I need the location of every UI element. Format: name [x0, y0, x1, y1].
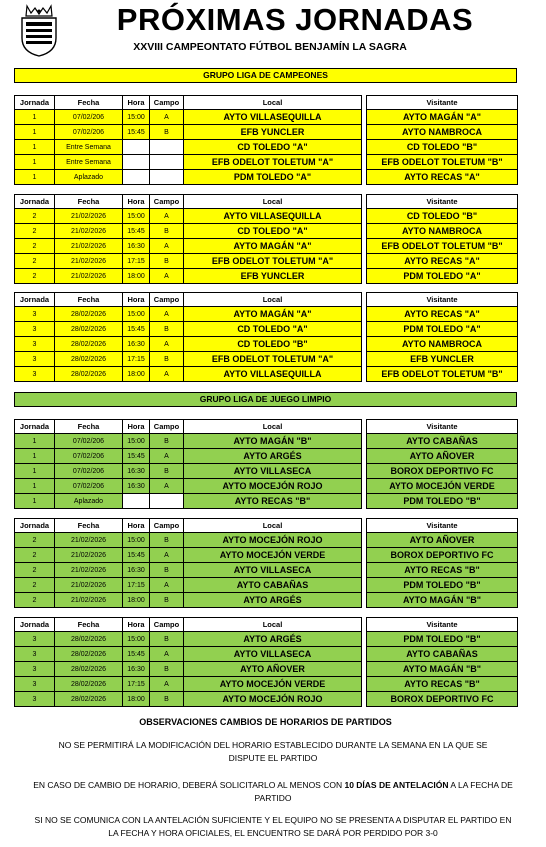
column-header-fecha: Fecha: [55, 96, 123, 110]
cell-campo: A: [150, 239, 184, 254]
match-row: [15, 494, 518, 509]
cell-hora: [123, 140, 150, 155]
cell-fecha: 21/02/2026: [55, 578, 123, 593]
cell-visitante: EFB ODELOT TOLETUM "B": [367, 367, 518, 382]
cell-jornada: 3: [15, 632, 55, 647]
cell-hora: 17:15: [123, 352, 150, 367]
column-header-visitante: Visitante: [367, 420, 518, 434]
cell-fecha: Aplazado: [55, 494, 123, 509]
column-header-local: Local: [184, 293, 362, 307]
cell-campo: B: [150, 434, 184, 449]
cell-local: AYTO AÑOVER: [184, 662, 362, 677]
cell-fecha: 28/02/2026: [55, 352, 123, 367]
cell-jornada: 2: [15, 269, 55, 284]
cell-hora: 16:30: [123, 464, 150, 479]
cell-local: EFB ODELOT TOLETUM "A": [184, 254, 362, 269]
cell-local: EFB YUNCLER: [184, 125, 362, 140]
match-row: [15, 479, 518, 494]
column-header-local: Local: [184, 519, 362, 533]
cell-local: AYTO MOCEJÓN VERDE: [184, 677, 362, 692]
cell-visitante: AYTO RECAS "A": [367, 307, 518, 322]
match-row: [15, 632, 518, 647]
cell-jornada: 2: [15, 254, 55, 269]
matchday-table: [14, 194, 518, 284]
cell-fecha: 28/02/2026: [55, 367, 123, 382]
cell-jornada: 1: [15, 140, 55, 155]
cell-hora: 16:30: [123, 563, 150, 578]
cell-fecha: Aplazado: [55, 170, 123, 185]
cell-local: CD TOLEDO "B": [184, 337, 362, 352]
cell-jornada: 1: [15, 479, 55, 494]
column-header-jornada: Jornada: [15, 96, 55, 110]
cell-visitante: AYTO CABAÑAS: [367, 647, 518, 662]
cell-visitante: AYTO MAGÁN "B": [367, 593, 518, 608]
cell-jornada: 2: [15, 224, 55, 239]
match-row: [15, 110, 518, 125]
matchday-table: [14, 518, 518, 608]
cell-hora: 15:45: [123, 125, 150, 140]
column-header-fecha: Fecha: [55, 618, 123, 632]
cell-local: PDM TOLEDO "A": [184, 170, 362, 185]
cell-campo: B: [150, 322, 184, 337]
match-row: [15, 464, 518, 479]
column-header-campo: Campo: [150, 519, 184, 533]
cell-campo: A: [150, 578, 184, 593]
matchday-table: [14, 617, 518, 707]
match-row: [15, 254, 518, 269]
cell-campo: B: [150, 563, 184, 578]
cell-jornada: 2: [15, 548, 55, 563]
column-header-campo: Campo: [150, 420, 184, 434]
match-row: [15, 578, 518, 593]
cell-visitante: AYTO AÑOVER: [367, 449, 518, 464]
cell-jornada: 3: [15, 352, 55, 367]
cell-visitante: CD TOLEDO "B": [367, 209, 518, 224]
cell-hora: 15:00: [123, 434, 150, 449]
cell-local: EFB ODELOT TOLETUM "A": [184, 352, 362, 367]
cell-local: AYTO VILLASECA: [184, 647, 362, 662]
cell-local: AYTO MAGÁN "A": [184, 307, 362, 322]
column-header-hora: Hora: [123, 420, 150, 434]
match-row: [15, 593, 518, 608]
cell-visitante: AYTO RECAS "A": [367, 254, 518, 269]
column-header-jornada: Jornada: [15, 519, 55, 533]
cell-hora: 16:30: [123, 337, 150, 352]
match-row: [15, 337, 518, 352]
match-row: [15, 647, 518, 662]
cell-visitante: BOROX DEPORTIVO FC: [367, 548, 518, 563]
cell-local: AYTO MAGÁN "A": [184, 239, 362, 254]
cell-jornada: 3: [15, 367, 55, 382]
cell-local: CD TOLEDO "A": [184, 224, 362, 239]
cell-hora: 17:15: [123, 254, 150, 269]
cell-visitante: AYTO CABAÑAS: [367, 434, 518, 449]
cell-local: AYTO MOCEJÓN ROJO: [184, 479, 362, 494]
cell-hora: 15:00: [123, 632, 150, 647]
column-header-local: Local: [184, 420, 362, 434]
cell-campo: A: [150, 209, 184, 224]
cell-visitante: EFB YUNCLER: [367, 352, 518, 367]
cell-visitante: EFB ODELOT TOLETUM "B": [367, 155, 518, 170]
cell-local: CD TOLEDO "A": [184, 322, 362, 337]
cell-visitante: AYTO RECAS "B": [367, 677, 518, 692]
column-header-jornada: Jornada: [15, 293, 55, 307]
cell-local: AYTO VILLASEQUILLA: [184, 110, 362, 125]
column-header-visitante: Visitante: [367, 96, 518, 110]
cell-fecha: 21/02/2026: [55, 563, 123, 578]
cell-jornada: 2: [15, 209, 55, 224]
column-header-fecha: Fecha: [55, 519, 123, 533]
cell-campo: [150, 494, 184, 509]
observation-paragraph: SI NO SE COMUNICA CON LA ANTELACIÓN SUFICIENTE Y EL EQUIPO NO SE PRESENTA A DISPUTAR EL PARTIDO EN LA FECHA Y HORA OFICIALES, EL ENCUENTRO SE DARÁ POR PERDIDO POR 3-0: [34, 815, 512, 838]
match-row: [15, 224, 518, 239]
group-banner: GRUPO LIGA DE JUEGO LIMPIO: [14, 392, 517, 407]
cell-local: AYTO VILLASEQUILLA: [184, 209, 362, 224]
table-header-row: [15, 618, 518, 632]
match-row: [15, 692, 518, 707]
cell-fecha: 28/02/2026: [55, 337, 123, 352]
matchday-table: [14, 292, 518, 382]
column-header-local: Local: [184, 96, 362, 110]
cell-local: AYTO RECAS "B": [184, 494, 362, 509]
cell-fecha: 21/02/2026: [55, 533, 123, 548]
cell-local: AYTO ARGÉS: [184, 449, 362, 464]
cell-local: AYTO CABAÑAS: [184, 578, 362, 593]
match-row: [15, 170, 518, 185]
match-row: [15, 307, 518, 322]
table-header-row: [15, 96, 518, 110]
match-row: [15, 434, 518, 449]
column-header-hora: Hora: [123, 96, 150, 110]
column-header-hora: Hora: [123, 618, 150, 632]
cell-visitante: AYTO NAMBROCA: [367, 224, 518, 239]
cell-local: EFB ODELOT TOLETUM "A": [184, 155, 362, 170]
match-row: [15, 662, 518, 677]
cell-local: AYTO MOCEJÓN VERDE: [184, 548, 362, 563]
cell-visitante: BOROX DEPORTIVO FC: [367, 464, 518, 479]
match-row: [15, 352, 518, 367]
column-header-jornada: Jornada: [15, 618, 55, 632]
cell-hora: [123, 170, 150, 185]
cell-campo: B: [150, 662, 184, 677]
cell-visitante: AYTO MAGÁN "B": [367, 662, 518, 677]
cell-fecha: 21/02/2026: [55, 239, 123, 254]
cell-hora: 15:00: [123, 110, 150, 125]
table-header-row: [15, 195, 518, 209]
match-row: [15, 125, 518, 140]
cell-campo: B: [150, 692, 184, 707]
table-header-row: [15, 420, 518, 434]
cell-fecha: 07/02/206: [55, 479, 123, 494]
cell-hora: 16:30: [123, 239, 150, 254]
cell-campo: [150, 155, 184, 170]
cell-fecha: 21/02/2026: [55, 254, 123, 269]
cell-jornada: 3: [15, 677, 55, 692]
cell-hora: 15:45: [123, 449, 150, 464]
cell-visitante: PDM TOLEDO "B": [367, 632, 518, 647]
cell-fecha: 07/02/206: [55, 449, 123, 464]
cell-fecha: 28/02/2026: [55, 647, 123, 662]
cell-hora: 16:30: [123, 662, 150, 677]
observation-paragraph: EN CASO DE CAMBIO DE HORARIO, DEBERÁ SOLICITARLO AL MENOS CON 10 DÍAS DE ANTELACIÓN A LA FECHA DE PARTIDO: [33, 780, 513, 803]
cell-fecha: 21/02/2026: [55, 593, 123, 608]
cell-fecha: 28/02/2026: [55, 322, 123, 337]
cell-visitante: AYTO NAMBROCA: [367, 337, 518, 352]
cell-visitante: AYTO AÑOVER: [367, 533, 518, 548]
match-row: [15, 563, 518, 578]
cell-campo: A: [150, 269, 184, 284]
cell-jornada: 1: [15, 125, 55, 140]
cell-local: AYTO MAGÁN "B": [184, 434, 362, 449]
cell-visitante: AYTO MOCEJÓN VERDE: [367, 479, 518, 494]
cell-campo: A: [150, 677, 184, 692]
group-banner: GRUPO LIGA DE CAMPEONES: [14, 68, 517, 83]
match-row: [15, 239, 518, 254]
cell-fecha: 21/02/2026: [55, 548, 123, 563]
match-row: [15, 677, 518, 692]
column-header-visitante: Visitante: [367, 195, 518, 209]
cell-fecha: 28/02/2026: [55, 662, 123, 677]
column-header-local: Local: [184, 618, 362, 632]
cell-campo: B: [150, 632, 184, 647]
column-header-visitante: Visitante: [367, 293, 518, 307]
cell-campo: B: [150, 533, 184, 548]
cell-visitante: AYTO NAMBROCA: [367, 125, 518, 140]
cell-fecha: 28/02/2026: [55, 632, 123, 647]
cell-hora: [123, 494, 150, 509]
cell-hora: 18:00: [123, 367, 150, 382]
cell-hora: [123, 155, 150, 170]
cell-hora: 17:15: [123, 677, 150, 692]
column-header-jornada: Jornada: [15, 420, 55, 434]
cell-hora: 18:00: [123, 593, 150, 608]
cell-campo: A: [150, 647, 184, 662]
cell-campo: B: [150, 254, 184, 269]
column-header-campo: Campo: [150, 618, 184, 632]
cell-fecha: 21/02/2026: [55, 209, 123, 224]
cell-hora: 15:45: [123, 647, 150, 662]
cell-campo: B: [150, 224, 184, 239]
cell-jornada: 2: [15, 239, 55, 254]
cell-jornada: 3: [15, 692, 55, 707]
cell-visitante: PDM TOLEDO "B": [367, 494, 518, 509]
cell-jornada: 1: [15, 449, 55, 464]
cell-hora: 18:00: [123, 269, 150, 284]
cell-hora: 15:00: [123, 209, 150, 224]
cell-jornada: 3: [15, 337, 55, 352]
column-header-visitante: Visitante: [367, 618, 518, 632]
cell-jornada: 3: [15, 662, 55, 677]
club-crest-icon: [18, 4, 60, 58]
cell-jornada: 3: [15, 322, 55, 337]
column-header-fecha: Fecha: [55, 420, 123, 434]
observations-title: OBSERVACIONES CAMBIOS DE HORARIOS DE PARTIDOS: [139, 717, 392, 727]
observation-paragraph: NO SE PERMITIRÁ LA MODIFICACIÓN DEL HORARIO ESTABLECIDO DURANTE LA SEMANA EN LA QUE SE DISPUTE EL PARTIDO: [58, 740, 488, 763]
cell-visitante: PDM TOLEDO "B": [367, 578, 518, 593]
cell-jornada: 1: [15, 170, 55, 185]
cell-campo: A: [150, 479, 184, 494]
cell-local: EFB YUNCLER: [184, 269, 362, 284]
page-header: [0, 0, 546, 62]
cell-fecha: 07/02/206: [55, 464, 123, 479]
column-header-fecha: Fecha: [55, 293, 123, 307]
cell-fecha: 28/02/2026: [55, 677, 123, 692]
match-row: [15, 367, 518, 382]
cell-hora: 16:30: [123, 479, 150, 494]
match-row: [15, 140, 518, 155]
cell-fecha: 07/02/206: [55, 110, 123, 125]
cell-jornada: 3: [15, 307, 55, 322]
cell-fecha: 28/02/2026: [55, 692, 123, 707]
cell-visitante: EFB ODELOT TOLETUM "B": [367, 239, 518, 254]
cell-campo: A: [150, 337, 184, 352]
column-header-visitante: Visitante: [367, 519, 518, 533]
cell-hora: 15:45: [123, 224, 150, 239]
cell-visitante: PDM TOLEDO "A": [367, 322, 518, 337]
cell-campo: A: [150, 367, 184, 382]
cell-jornada: 2: [15, 593, 55, 608]
cell-local: CD TOLEDO "A": [184, 140, 362, 155]
column-header-hora: Hora: [123, 519, 150, 533]
cell-local: AYTO VILLASECA: [184, 464, 362, 479]
cell-local: AYTO ARGÉS: [184, 593, 362, 608]
cell-campo: B: [150, 464, 184, 479]
column-header-jornada: Jornada: [15, 195, 55, 209]
cell-jornada: 2: [15, 533, 55, 548]
cell-jornada: 1: [15, 494, 55, 509]
cell-jornada: 2: [15, 578, 55, 593]
cell-jornada: 2: [15, 563, 55, 578]
match-row: [15, 449, 518, 464]
matchday-table: [14, 419, 518, 509]
cell-jornada: 1: [15, 155, 55, 170]
column-header-campo: Campo: [150, 195, 184, 209]
table-header-row: [15, 519, 518, 533]
cell-visitante: AYTO RECAS "A": [367, 170, 518, 185]
match-row: [15, 533, 518, 548]
cell-hora: 15:45: [123, 548, 150, 563]
cell-campo: A: [150, 307, 184, 322]
cell-fecha: 07/02/206: [55, 125, 123, 140]
cell-jornada: 1: [15, 464, 55, 479]
cell-fecha: 21/02/2026: [55, 224, 123, 239]
column-header-hora: Hora: [123, 293, 150, 307]
cell-jornada: 1: [15, 434, 55, 449]
cell-fecha: 07/02/206: [55, 434, 123, 449]
cell-local: AYTO MOCEJÓN ROJO: [184, 533, 362, 548]
cell-hora: 18:00: [123, 692, 150, 707]
cell-fecha: 21/02/2026: [55, 269, 123, 284]
cell-fecha: Entre Semana: [55, 140, 123, 155]
cell-hora: 15:00: [123, 307, 150, 322]
column-header-campo: Campo: [150, 293, 184, 307]
column-header-fecha: Fecha: [55, 195, 123, 209]
cell-local: AYTO VILLASECA: [184, 563, 362, 578]
page-subtitle: XXVIII CAMPEONTATO FÚTBOL BENJAMÍN LA SAGRA: [133, 41, 407, 53]
cell-hora: 15:00: [123, 533, 150, 548]
cell-visitante: BOROX DEPORTIVO FC: [367, 692, 518, 707]
column-header-hora: Hora: [123, 195, 150, 209]
page-title: PRÓXIMAS JORNADAS: [116, 2, 474, 37]
cell-campo: B: [150, 593, 184, 608]
cell-campo: B: [150, 352, 184, 367]
match-row: [15, 209, 518, 224]
cell-campo: A: [150, 110, 184, 125]
match-row: [15, 269, 518, 284]
table-header-row: [15, 293, 518, 307]
cell-visitante: AYTO RECAS "B": [367, 563, 518, 578]
cell-visitante: AYTO MAGÁN "A": [367, 110, 518, 125]
cell-visitante: PDM TOLEDO "A": [367, 269, 518, 284]
cell-visitante: CD TOLEDO "B": [367, 140, 518, 155]
cell-jornada: 1: [15, 110, 55, 125]
match-row: [15, 548, 518, 563]
column-header-local: Local: [184, 195, 362, 209]
matchday-table: [14, 95, 518, 185]
cell-local: AYTO MOCEJÓN ROJO: [184, 692, 362, 707]
cell-hora: 17:15: [123, 578, 150, 593]
cell-local: AYTO ARGÉS: [184, 632, 362, 647]
cell-fecha: 28/02/2026: [55, 307, 123, 322]
cell-campo: B: [150, 125, 184, 140]
match-row: [15, 155, 518, 170]
cell-local: AYTO VILLASEQUILLA: [184, 367, 362, 382]
cell-campo: [150, 140, 184, 155]
cell-jornada: 3: [15, 647, 55, 662]
cell-fecha: Entre Semana: [55, 155, 123, 170]
cell-hora: 15:45: [123, 322, 150, 337]
column-header-campo: Campo: [150, 96, 184, 110]
cell-campo: A: [150, 449, 184, 464]
match-row: [15, 322, 518, 337]
cell-campo: A: [150, 548, 184, 563]
cell-campo: [150, 170, 184, 185]
